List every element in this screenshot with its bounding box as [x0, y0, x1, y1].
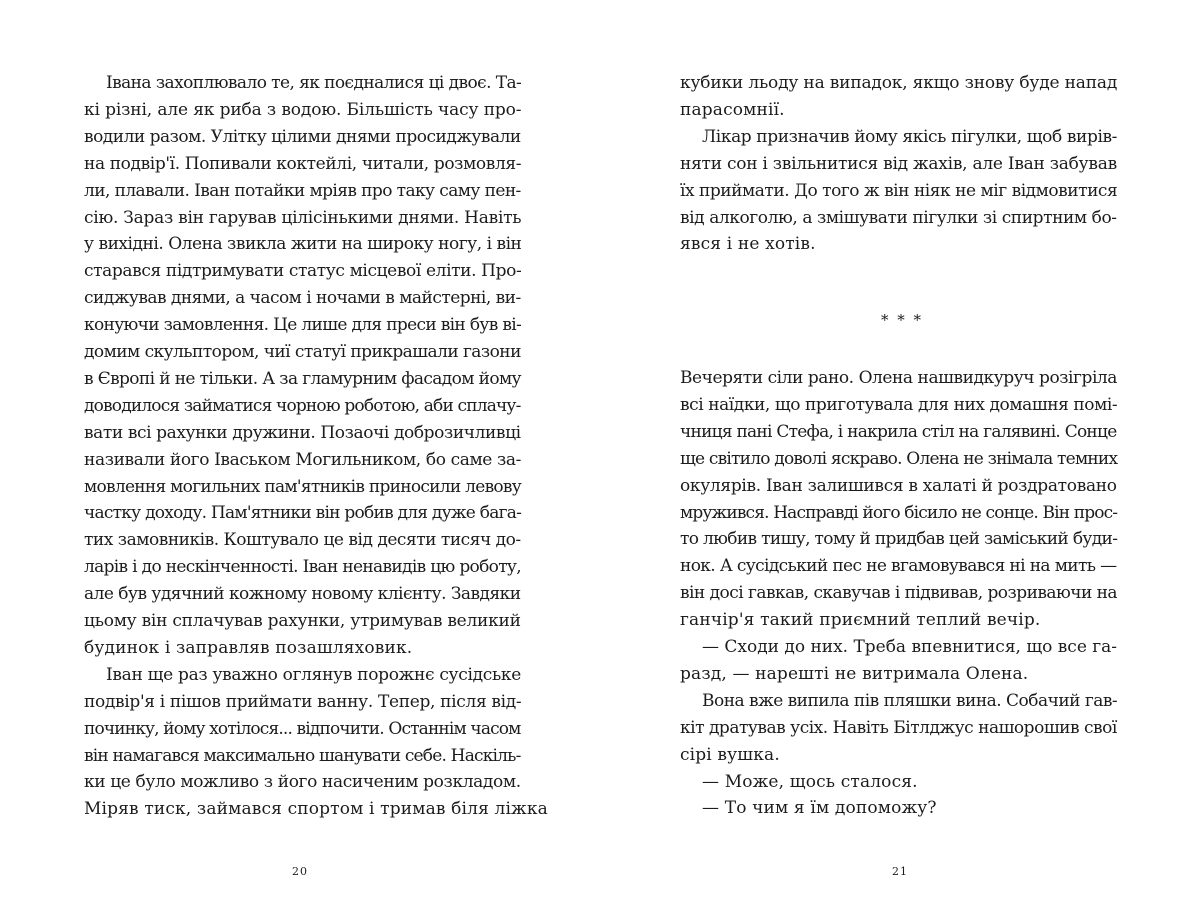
text-line: — Сходи до них. Треба впевнитися, що все га-: [702, 637, 1118, 657]
text-line: нок. А сусідський пес не вгамовувався ні на мить —: [680, 556, 1117, 577]
text-line: сірі вушка.: [680, 744, 780, 765]
right-page: [600, 0, 1200, 923]
text-line: від алкоголю, а змішувати пігулки зі спиртним бо-: [680, 207, 1117, 228]
text-line: водили разом. Улітку цілими днями просиджували: [84, 126, 521, 147]
text-line: всі наїдки, що приготувала для них домашня помі-: [680, 394, 1118, 415]
text-line: він намагався максимально шанувати себе. Наскіль-: [84, 745, 521, 766]
text-line: конуючи замовлення. Це лише для преси він був ві-: [84, 315, 522, 336]
section-separator: * * *: [881, 311, 924, 329]
text-line: Міряв тиск, займався спортом і тримав біля ліжка: [84, 799, 548, 820]
text-line: частку доходу. Пам'ятники він робив для дуже бага-: [84, 503, 522, 524]
text-line: кі різні, але як риба з водою. Більшість часу про-: [84, 99, 522, 120]
text-line: то любив тишу, тому й придбав цей заміський буди-: [680, 529, 1118, 550]
text-line: мовлення могильних пам'ятників приносили левову: [84, 476, 522, 497]
text-line: ли, плавали. Іван потайки мріяв про таку саму пен-: [84, 180, 521, 201]
text-line: старався підтримувати статус місцевої еліти. Про-: [84, 261, 522, 282]
text-line: Вечеряти сіли рано. Олена нашвидкуруч розігріла: [680, 368, 1117, 388]
text-line: Іван ще раз уважно оглянув порожнє сусідське: [106, 664, 521, 685]
text-line: — Може, щось сталося.: [702, 771, 918, 792]
text-line: парасомнії.: [680, 99, 785, 120]
text-line: у вихідні. Олена звикла жити на широку ногу, і він: [84, 234, 522, 255]
text-line: ганчір'я такий приємний теплий вечір.: [680, 610, 1041, 631]
text-line: Вона вже випила пів пляшки вина. Собачий гав-: [702, 690, 1118, 711]
text-line: але був удячний кожному новому клієнту. Завдяки: [84, 584, 521, 605]
text-line: домим скульптором, чиї статуї прикрашали газони: [84, 342, 521, 362]
page-number-right: 21: [892, 865, 908, 878]
text-line: явся і не хотів.: [680, 234, 816, 255]
text-line: в Європі й не тільки. А за гламурним фасадом йому: [84, 368, 521, 389]
text-line: Лікар призначив йому якісь пігулки, щоб вирів-: [702, 126, 1118, 147]
text-line: окулярів. Іван залишився в халаті й роздратовано: [680, 475, 1117, 496]
page-number-left: 20: [292, 865, 308, 878]
text-line: кіт дратував усіх. Навіть Бітлджус нашорошив свої: [680, 717, 1117, 738]
text-line: чниця пані Стефа, і накрила стіл на галявині. Сонце: [680, 421, 1117, 442]
text-line: сиджував днями, а часом і ночами в майстерні, ви-: [84, 288, 521, 309]
text-line: вати всі рахунки дружини. Позаочі доброзичливці: [84, 422, 521, 443]
text-line: тих замовників. Коштувало це від десяти тисяч до-: [84, 530, 521, 551]
text-line: разд, — нарешті не витримала Олена.: [680, 663, 1029, 684]
text-line: він досі гавкав, скавучав і підвивав, розриваючи на: [680, 583, 1118, 604]
text-line: їх приймати. До того ж він ніяк не міг відмовитися: [680, 180, 1118, 201]
text-line: мружився. Насправді його бісило не сонце. Він прос-: [680, 502, 1118, 523]
text-line: няти сон і звільнитися від жахів, але Іван забував: [680, 153, 1117, 174]
text-line: сію. Зараз він гарував цілісінькими днями. Навіть: [84, 207, 522, 228]
text-line: на подвір'ї. Попивали коктейлі, читали, розмовля-: [84, 153, 522, 174]
text-line: ларів і до нескінченності. Іван ненавидів цю роботу,: [84, 557, 521, 578]
text-line: кубики льоду на випадок, якщо знову буде напад: [680, 73, 1118, 93]
text-line: називали його Іваськом Могильником, бо саме за-: [84, 449, 522, 470]
text-line: — То чим я їм допоможу?: [702, 798, 937, 819]
text-line: подвір'я і пішов приймати ванну. Тепер, після від-: [84, 691, 522, 712]
text-line: ще світило доволі яскраво. Олена не знімала темних: [680, 448, 1118, 469]
text-line: починку, йому хотілося... відпочити. Останнім часом: [84, 718, 521, 739]
text-line: доводилося займатися чорною роботою, аби сплачу-: [84, 395, 521, 416]
text-line: Івана захоплювало те, як поєдналися ці двоє. Та-: [106, 73, 522, 93]
text-line: ки це було можливо з його насиченим розкладом.: [84, 772, 521, 793]
text-line: цьому він сплачував рахунки, утримував великий: [84, 611, 521, 631]
text-line: будинок і заправляв позашляховик.: [84, 637, 413, 658]
